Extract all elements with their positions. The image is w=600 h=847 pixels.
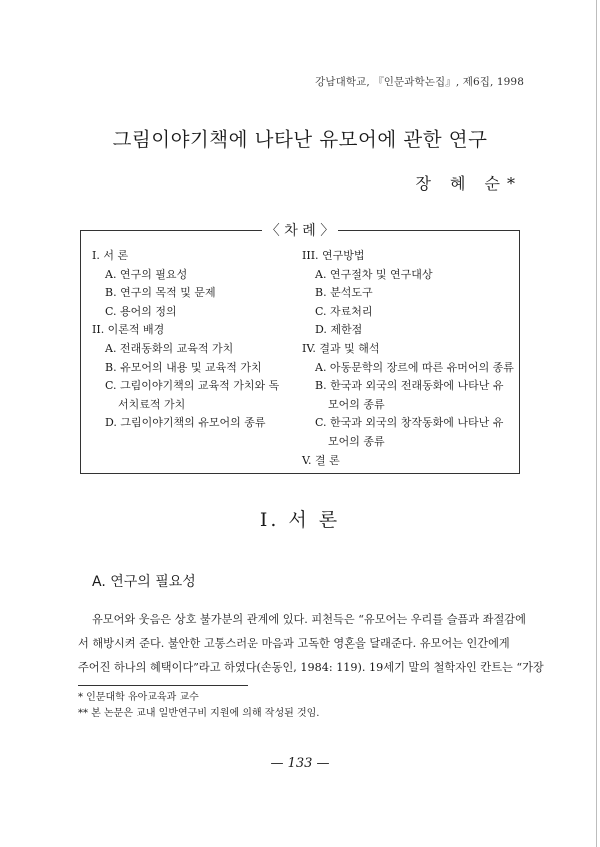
toc-item: 서치료적 가치	[118, 397, 186, 411]
paper-title: 그림이야기책에 나타난 유모어에 관한 연구	[112, 128, 488, 151]
toc-item: 모어의 종류	[328, 397, 385, 411]
toc-item: C. 그림이야기책의 교육적 가치와 독	[105, 379, 280, 393]
toc-item: V. 결 론	[302, 453, 340, 467]
toc-left-column	[92, 247, 302, 433]
toc-item: B. 한국과 외국의 전래동화에 나타난 유	[315, 379, 504, 393]
footnotes	[78, 690, 319, 722]
toc-item: B. 분석도구	[315, 286, 373, 300]
toc-item: II. 이론적 배경	[92, 323, 165, 337]
toc-item: I. 서 론	[92, 249, 129, 262]
page-number: — 133 —	[270, 756, 330, 771]
body-paragraph	[78, 608, 544, 680]
toc-item: III. 연구방법	[302, 249, 365, 262]
toc-caption-wrap	[0, 220, 600, 240]
body-line: 주어진 하나의 혜택이다”라고 하였다(손동인, 1984: 119). 19세기 말의 철학자인 칸트는 “가장	[78, 661, 544, 674]
footnote-rule	[78, 685, 248, 686]
toc-item: IV. 결과 및 해석	[302, 341, 380, 355]
footnote: * 인문대학 유아교육과 교수	[78, 692, 199, 703]
footnote: ** 본 논문은 교내 일반연구비 지원에 의해 작성된 것임.	[78, 708, 320, 719]
journal-citation: 강남대학교, 『인문과학논집』, 제6집, 1998	[315, 76, 524, 88]
toc-item: D. 제한점	[315, 323, 363, 337]
toc-caption: 〈 차 례 〉	[262, 220, 338, 240]
toc-item: C. 한국과 외국의 창작동화에 나타난 유	[315, 416, 504, 430]
author-name: 장 혜 순*	[415, 174, 522, 193]
toc-item: A. 연구의 필요성	[105, 267, 188, 281]
subsection-heading: A. 연구의 필요성	[92, 574, 196, 590]
toc-right-column	[302, 247, 512, 470]
toc-item: A. 전래동화의 교육적 가치	[105, 341, 234, 355]
toc-item: 모어의 종류	[328, 434, 385, 448]
toc-item: B. 유모어의 내용 및 교육적 가치	[105, 360, 262, 374]
toc-item: A. 아동문학의 장르에 따른 유머어의 종류	[315, 360, 514, 374]
body-line: 서 해방시켜 준다. 불안한 고통스러운 마음과 고독한 영혼을 달래준다. 유모어는 인간에게	[78, 637, 510, 650]
section-heading: I. 서 론	[259, 509, 341, 531]
toc-item: C. 용어의 정의	[105, 304, 177, 318]
toc-item: C. 자료처리	[315, 304, 373, 318]
toc-item: D. 그림이야기책의 유모어의 종류	[105, 416, 266, 430]
toc-item: B. 연구의 목적 및 문제	[105, 286, 216, 300]
body-line: 유모어와 웃음은 상호 불가분의 관계에 있다. 피천득은 “유모어는 우리를 슬픔과 좌절감에	[92, 613, 526, 626]
toc-item: A. 연구절차 및 연구대상	[315, 267, 433, 281]
